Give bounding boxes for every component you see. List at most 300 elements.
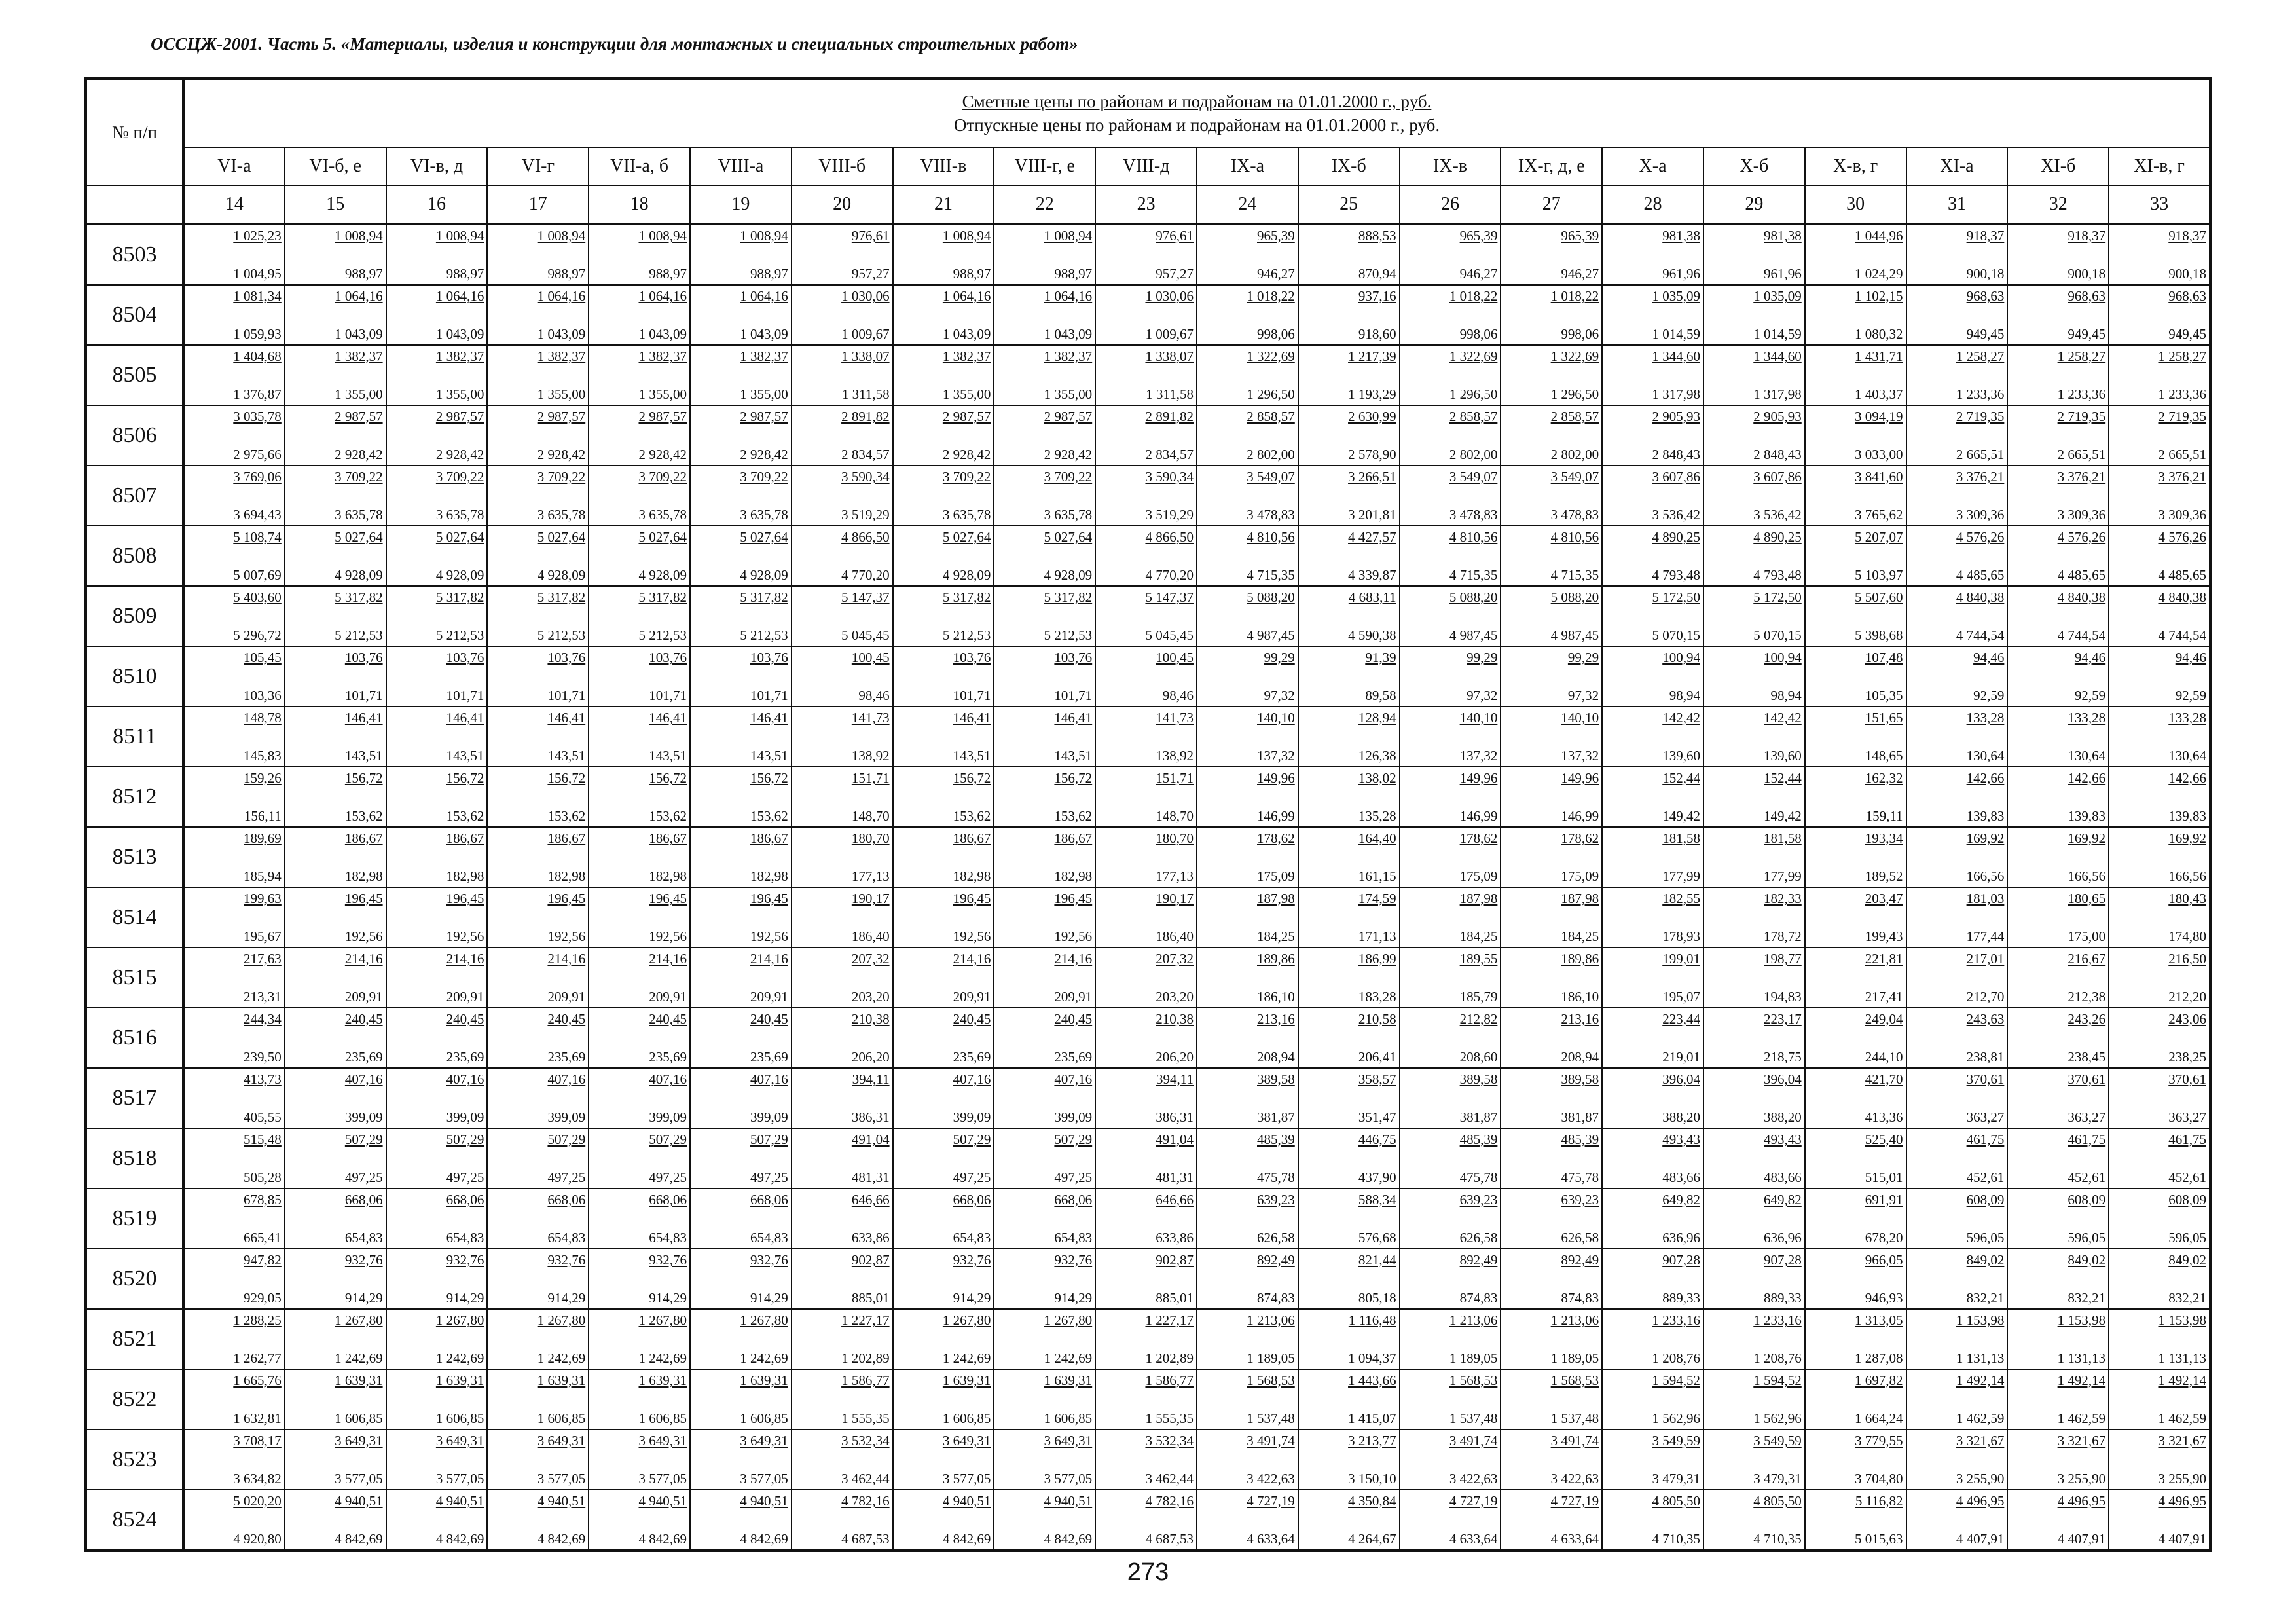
price-cell bbox=[1400, 586, 1501, 646]
price-cell bbox=[487, 586, 589, 646]
price-cell bbox=[1704, 1369, 1805, 1430]
price-cell bbox=[1602, 646, 1704, 707]
price-cell bbox=[2007, 1369, 2109, 1430]
price-cell bbox=[1906, 767, 2008, 827]
estimate-price: 485,39 bbox=[1459, 1132, 1498, 1147]
region-header: X-б bbox=[1704, 147, 1805, 185]
estimate-price: 1 639,31 bbox=[1044, 1373, 1093, 1388]
price-cell bbox=[487, 1490, 589, 1551]
release-price: 949,45 bbox=[2168, 326, 2206, 342]
release-price: 497,25 bbox=[1054, 1170, 1093, 1185]
release-price: 3 479,31 bbox=[1652, 1471, 1700, 1486]
release-price: 1 242,69 bbox=[740, 1350, 788, 1366]
table-row bbox=[86, 1369, 2210, 1430]
estimate-price: 142,42 bbox=[1764, 710, 1802, 726]
price-cell bbox=[487, 1249, 589, 1309]
release-price: 1 632,81 bbox=[233, 1411, 282, 1426]
release-price: 5 045,45 bbox=[841, 627, 890, 643]
estimate-price: 103,76 bbox=[446, 650, 484, 665]
release-price: 192,56 bbox=[547, 929, 586, 944]
price-cell bbox=[285, 224, 386, 285]
release-price: 235,69 bbox=[547, 1049, 586, 1065]
price-cell bbox=[2109, 526, 2210, 586]
release-price: 2 928,42 bbox=[335, 447, 383, 462]
release-price: 137,32 bbox=[1257, 748, 1295, 764]
estimate-price: 142,66 bbox=[2168, 770, 2206, 786]
release-price: 1 189,05 bbox=[1449, 1350, 1498, 1366]
estimate-price: 164,40 bbox=[1358, 830, 1396, 846]
price-cell bbox=[1197, 466, 1298, 526]
estimate-price: 3 532,34 bbox=[841, 1433, 890, 1449]
price-cell bbox=[1298, 224, 1400, 285]
price-cell bbox=[690, 285, 792, 345]
release-price: 497,25 bbox=[750, 1170, 788, 1185]
price-cell bbox=[1602, 586, 1704, 646]
estimate-price: 91,39 bbox=[1365, 650, 1396, 665]
price-cell bbox=[2109, 1128, 2210, 1189]
release-price: 153,62 bbox=[344, 808, 383, 824]
estimate-price: 133,28 bbox=[2068, 710, 2106, 726]
release-price: 505,28 bbox=[244, 1170, 282, 1185]
estimate-price: 151,65 bbox=[1865, 710, 1903, 726]
release-price: 153,62 bbox=[547, 808, 586, 824]
release-price: 1 193,29 bbox=[1348, 386, 1396, 402]
estimate-price: 639,23 bbox=[1561, 1192, 1599, 1208]
release-price: 192,56 bbox=[649, 929, 687, 944]
release-price: 3 634,82 bbox=[233, 1471, 282, 1486]
estimate-price: 4 810,56 bbox=[1550, 529, 1599, 545]
region-header: X-в, г bbox=[1805, 147, 1906, 185]
release-price: 209,91 bbox=[649, 989, 687, 1005]
price-cell bbox=[2109, 224, 2210, 285]
price-cell bbox=[386, 586, 488, 646]
price-cell bbox=[1501, 1430, 1602, 1490]
release-price: 4 485,65 bbox=[2057, 567, 2106, 583]
release-price: 399,09 bbox=[953, 1109, 991, 1125]
release-price: 182,98 bbox=[547, 868, 586, 884]
release-price: 1 415,07 bbox=[1348, 1411, 1396, 1426]
price-cell bbox=[792, 646, 893, 707]
price-cell bbox=[1805, 586, 1906, 646]
price-cell bbox=[1906, 1249, 2008, 1309]
estimate-price: 186,67 bbox=[1054, 830, 1093, 846]
estimate-price: 389,58 bbox=[1561, 1071, 1599, 1087]
price-cell bbox=[893, 646, 994, 707]
estimate-price: 2 858,57 bbox=[1247, 409, 1295, 424]
release-price: 5 212,53 bbox=[335, 627, 383, 643]
price-cell bbox=[994, 1490, 1095, 1551]
release-price: 900,18 bbox=[2068, 266, 2106, 282]
estimate-price: 608,09 bbox=[2168, 1192, 2206, 1208]
estimate-price: 186,67 bbox=[649, 830, 687, 846]
price-cell bbox=[1704, 707, 1805, 767]
release-price: 3 201,81 bbox=[1348, 507, 1396, 523]
release-price: 1 606,85 bbox=[435, 1411, 484, 1426]
release-price: 4 715,35 bbox=[1550, 567, 1599, 583]
row-id: 8514 bbox=[86, 887, 183, 948]
price-cell bbox=[487, 887, 589, 948]
price-cell bbox=[1704, 1430, 1805, 1490]
release-price: 1 233,36 bbox=[1956, 386, 2005, 402]
estimate-price: 1 639,31 bbox=[740, 1373, 788, 1388]
estimate-price: 3 590,34 bbox=[1145, 469, 1194, 485]
estimate-price: 1 018,22 bbox=[1550, 288, 1599, 304]
estimate-price: 1 382,37 bbox=[638, 348, 687, 364]
release-price: 1 555,35 bbox=[1145, 1411, 1194, 1426]
release-price: 4 407,91 bbox=[1956, 1531, 2005, 1547]
price-cell bbox=[792, 1490, 893, 1551]
estimate-price: 5 147,37 bbox=[841, 589, 890, 605]
price-cell bbox=[487, 1008, 589, 1068]
release-price: 832,21 bbox=[2068, 1290, 2106, 1306]
release-price: 481,31 bbox=[851, 1170, 890, 1185]
estimate-price: 199,63 bbox=[244, 891, 282, 906]
price-cell bbox=[1602, 948, 1704, 1008]
price-cell bbox=[994, 1369, 1095, 1430]
estimate-price: 965,39 bbox=[1561, 228, 1599, 244]
estimate-price: 146,41 bbox=[1054, 710, 1093, 726]
release-price: 5 007,69 bbox=[233, 567, 282, 583]
release-price: 4 928,09 bbox=[537, 567, 586, 583]
estimate-price: 3 321,67 bbox=[2057, 1433, 2106, 1449]
estimate-price: 1 322,69 bbox=[1550, 348, 1599, 364]
column-number: 17 bbox=[487, 185, 589, 224]
estimate-price: 1 064,16 bbox=[638, 288, 687, 304]
table-row bbox=[86, 1430, 2210, 1490]
region-header: XI-б bbox=[2007, 147, 2109, 185]
release-price: 1 355,00 bbox=[435, 386, 484, 402]
release-price: 4 687,53 bbox=[1145, 1531, 1194, 1547]
price-cell bbox=[1602, 285, 1704, 345]
release-price: 3 765,62 bbox=[1855, 507, 1903, 523]
release-price: 1 043,09 bbox=[335, 326, 383, 342]
estimate-price: 1 227,17 bbox=[1145, 1312, 1194, 1328]
estimate-price: 3 549,07 bbox=[1550, 469, 1599, 485]
price-cell bbox=[1298, 1249, 1400, 1309]
release-price: 139,83 bbox=[2068, 808, 2106, 824]
estimate-price: 966,05 bbox=[1865, 1252, 1903, 1268]
price-cell bbox=[2007, 405, 2109, 466]
release-price: 139,60 bbox=[1764, 748, 1802, 764]
release-price: 4 842,69 bbox=[740, 1531, 788, 1547]
price-cell bbox=[1400, 345, 1501, 405]
estimate-price: 1 018,22 bbox=[1247, 288, 1295, 304]
estimate-price: 3 841,60 bbox=[1855, 469, 1903, 485]
price-cell bbox=[386, 767, 488, 827]
price-cell bbox=[1095, 1189, 1197, 1249]
release-price: 101,71 bbox=[446, 688, 484, 703]
estimate-price: 446,75 bbox=[1358, 1132, 1396, 1147]
estimate-price: 2 987,57 bbox=[1044, 409, 1093, 424]
estimate-price: 128,94 bbox=[1358, 710, 1396, 726]
estimate-price: 207,32 bbox=[1156, 951, 1194, 967]
estimate-price: 187,98 bbox=[1459, 891, 1498, 906]
estimate-price: 981,38 bbox=[1662, 228, 1700, 244]
price-cell bbox=[1095, 526, 1197, 586]
release-price: 874,83 bbox=[1561, 1290, 1599, 1306]
price-cell bbox=[1095, 887, 1197, 948]
price-cell bbox=[792, 1309, 893, 1369]
release-price: 1 664,24 bbox=[1855, 1411, 1903, 1426]
estimate-price: 196,45 bbox=[750, 891, 788, 906]
release-price: 946,27 bbox=[1561, 266, 1599, 282]
estimate-price: 94,46 bbox=[2175, 650, 2206, 665]
estimate-price: 99,29 bbox=[1264, 650, 1295, 665]
estimate-price: 3 709,22 bbox=[638, 469, 687, 485]
price-cell bbox=[1197, 1008, 1298, 1068]
release-price: 217,41 bbox=[1865, 989, 1903, 1005]
estimate-price: 94,46 bbox=[1973, 650, 2005, 665]
estimate-price: 2 719,35 bbox=[1956, 409, 2005, 424]
release-price: 3 635,78 bbox=[435, 507, 484, 523]
release-price: 1 009,67 bbox=[841, 326, 890, 342]
price-cell bbox=[1400, 1369, 1501, 1430]
release-price: 149,42 bbox=[1764, 808, 1802, 824]
table-row bbox=[86, 526, 2210, 586]
price-cell bbox=[1095, 1008, 1197, 1068]
price-cell bbox=[1501, 767, 1602, 827]
release-price: 596,05 bbox=[1966, 1230, 2005, 1246]
estimate-price: 217,63 bbox=[244, 951, 282, 967]
estimate-price: 99,29 bbox=[1467, 650, 1498, 665]
release-price: 1 189,05 bbox=[1247, 1350, 1295, 1366]
price-cell bbox=[183, 1369, 285, 1430]
price-cell bbox=[2109, 345, 2210, 405]
release-price: 5 015,63 bbox=[1855, 1531, 1903, 1547]
price-cell bbox=[690, 767, 792, 827]
price-cell bbox=[589, 948, 690, 1008]
row-id: 8507 bbox=[86, 466, 183, 526]
price-cell bbox=[1602, 405, 1704, 466]
price-cell bbox=[183, 345, 285, 405]
estimate-price: 210,38 bbox=[851, 1011, 890, 1027]
estimate-price: 186,67 bbox=[547, 830, 586, 846]
estimate-price: 1 382,37 bbox=[435, 348, 484, 364]
price-cell bbox=[994, 285, 1095, 345]
price-cell bbox=[589, 1490, 690, 1551]
price-cell bbox=[893, 1128, 994, 1189]
release-price: 5 212,53 bbox=[537, 627, 586, 643]
release-price: 2 848,43 bbox=[1753, 447, 1802, 462]
release-price: 805,18 bbox=[1358, 1290, 1396, 1306]
table-row bbox=[86, 1309, 2210, 1369]
price-cell bbox=[589, 586, 690, 646]
estimate-price: 159,26 bbox=[244, 770, 282, 786]
release-price: 497,25 bbox=[344, 1170, 383, 1185]
release-price: 1 355,00 bbox=[335, 386, 383, 402]
estimate-price: 4 496,95 bbox=[2057, 1493, 2106, 1509]
release-price: 1 208,76 bbox=[1652, 1350, 1700, 1366]
release-price: 3 422,63 bbox=[1247, 1471, 1295, 1486]
release-price: 452,61 bbox=[2168, 1170, 2206, 1185]
release-price: 1 242,69 bbox=[1044, 1350, 1093, 1366]
release-price: 209,91 bbox=[446, 989, 484, 1005]
release-price: 235,69 bbox=[649, 1049, 687, 1065]
release-price: 1 317,98 bbox=[1753, 386, 1802, 402]
estimate-price: 608,09 bbox=[2068, 1192, 2106, 1208]
price-cell bbox=[1501, 1490, 1602, 1551]
estimate-price: 1 102,15 bbox=[1855, 288, 1903, 304]
price-cell bbox=[994, 1430, 1095, 1490]
release-price: 89,58 bbox=[1365, 688, 1396, 703]
release-price: 914,29 bbox=[446, 1290, 484, 1306]
release-price: 235,69 bbox=[953, 1049, 991, 1065]
release-price: 3 635,78 bbox=[942, 507, 991, 523]
price-cell bbox=[2007, 767, 2109, 827]
estimate-price: 1 233,16 bbox=[1652, 1312, 1700, 1328]
estimate-price: 4 805,50 bbox=[1753, 1493, 1802, 1509]
release-price: 2 665,51 bbox=[1956, 447, 2005, 462]
region-header: XI-а bbox=[1906, 147, 2008, 185]
estimate-price: 5 317,82 bbox=[537, 589, 586, 605]
release-price: 1 562,96 bbox=[1753, 1411, 1802, 1426]
price-cell bbox=[2007, 827, 2109, 887]
price-cell bbox=[285, 1309, 386, 1369]
price-cell bbox=[2007, 1490, 2109, 1551]
price-cell bbox=[1501, 466, 1602, 526]
price-cell bbox=[285, 1128, 386, 1189]
price-cell bbox=[994, 466, 1095, 526]
release-price: 2 802,00 bbox=[1449, 447, 1498, 462]
release-price: 2 975,66 bbox=[233, 447, 282, 462]
estimate-price: 3 213,77 bbox=[1348, 1433, 1396, 1449]
price-cell bbox=[1501, 345, 1602, 405]
estimate-price: 240,45 bbox=[750, 1011, 788, 1027]
estimate-price: 3 709,22 bbox=[335, 469, 383, 485]
release-price: 626,58 bbox=[1257, 1230, 1295, 1246]
estimate-price: 186,67 bbox=[446, 830, 484, 846]
price-cell bbox=[1095, 586, 1197, 646]
release-price: 1 462,59 bbox=[2158, 1411, 2206, 1426]
release-price: 135,28 bbox=[1358, 808, 1396, 824]
estimate-price: 5 317,82 bbox=[1044, 589, 1093, 605]
estimate-price: 1 064,16 bbox=[740, 288, 788, 304]
release-price: 4 590,38 bbox=[1348, 627, 1396, 643]
price-cell bbox=[893, 224, 994, 285]
release-price: 2 834,57 bbox=[841, 447, 890, 462]
row-id: 8510 bbox=[86, 646, 183, 707]
column-number: 26 bbox=[1400, 185, 1501, 224]
estimate-price: 5 403,60 bbox=[233, 589, 282, 605]
price-cell bbox=[2109, 948, 2210, 1008]
estimate-price: 186,67 bbox=[953, 830, 991, 846]
release-price: 184,25 bbox=[1257, 929, 1295, 944]
estimate-price: 133,28 bbox=[2168, 710, 2206, 726]
release-price: 1 606,85 bbox=[942, 1411, 991, 1426]
price-cell bbox=[1906, 948, 2008, 1008]
price-cell bbox=[690, 1490, 792, 1551]
estimate-price: 146,41 bbox=[446, 710, 484, 726]
price-cell bbox=[1704, 224, 1805, 285]
release-price: 1 606,85 bbox=[740, 1411, 788, 1426]
estimate-price: 142,42 bbox=[1662, 710, 1700, 726]
release-price: 1 355,00 bbox=[1044, 386, 1093, 402]
estimate-price: 407,16 bbox=[953, 1071, 991, 1087]
price-cell bbox=[1602, 1068, 1704, 1128]
price-cell bbox=[589, 1249, 690, 1309]
price-cell bbox=[183, 285, 285, 345]
price-cell bbox=[2109, 1309, 2210, 1369]
price-cell bbox=[285, 1249, 386, 1309]
price-cell bbox=[183, 707, 285, 767]
release-price: 235,69 bbox=[446, 1049, 484, 1065]
price-cell bbox=[792, 1008, 893, 1068]
price-cell bbox=[994, 526, 1095, 586]
estimate-price: 1 267,80 bbox=[942, 1312, 991, 1328]
price-cell bbox=[994, 887, 1095, 948]
price-cell bbox=[1298, 767, 1400, 827]
estimate-price: 196,45 bbox=[547, 891, 586, 906]
estimate-price: 216,67 bbox=[2068, 951, 2106, 967]
release-price: 654,83 bbox=[1054, 1230, 1093, 1246]
region-header: VIII-в bbox=[893, 147, 994, 185]
estimate-price: 140,10 bbox=[1459, 710, 1498, 726]
price-cell bbox=[487, 1068, 589, 1128]
release-price: 208,60 bbox=[1459, 1049, 1498, 1065]
price-cell bbox=[1501, 224, 1602, 285]
price-cell bbox=[183, 405, 285, 466]
price-cell bbox=[1197, 767, 1298, 827]
price-cell bbox=[994, 1309, 1095, 1369]
table-row bbox=[86, 1008, 2210, 1068]
estimate-price: 186,99 bbox=[1358, 951, 1396, 967]
price-cell bbox=[487, 948, 589, 1008]
estimate-price: 174,59 bbox=[1358, 891, 1396, 906]
estimate-price: 207,32 bbox=[851, 951, 890, 967]
release-price: 143,51 bbox=[649, 748, 687, 764]
price-cell bbox=[1197, 1309, 1298, 1369]
release-price: 3 577,05 bbox=[1044, 1471, 1093, 1486]
price-cell bbox=[285, 707, 386, 767]
price-cell bbox=[893, 405, 994, 466]
release-price: 2 928,42 bbox=[537, 447, 586, 462]
estimate-price: 3 532,34 bbox=[1145, 1433, 1194, 1449]
estimate-price: 156,72 bbox=[1054, 770, 1093, 786]
estimate-price: 4 840,38 bbox=[2158, 589, 2206, 605]
estimate-price: 149,96 bbox=[1561, 770, 1599, 786]
estimate-price: 3 708,17 bbox=[233, 1433, 282, 1449]
price-cell bbox=[1906, 224, 2008, 285]
row-id: 8512 bbox=[86, 767, 183, 827]
release-price: 5 070,15 bbox=[1652, 627, 1700, 643]
estimate-price: 180,70 bbox=[851, 830, 890, 846]
estimate-price: 240,45 bbox=[547, 1011, 586, 1027]
estimate-price: 142,66 bbox=[1966, 770, 2005, 786]
price-cell bbox=[386, 646, 488, 707]
release-price: 1 355,00 bbox=[942, 386, 991, 402]
price-cell bbox=[285, 1068, 386, 1128]
release-price: 209,91 bbox=[953, 989, 991, 1005]
row-id: 8505 bbox=[86, 345, 183, 405]
price-cell bbox=[1906, 586, 2008, 646]
estimate-price: 1 025,23 bbox=[233, 228, 282, 244]
price-cell bbox=[690, 224, 792, 285]
price-cell bbox=[2109, 1068, 2210, 1128]
price-cell bbox=[1602, 1128, 1704, 1189]
estimate-price: 649,82 bbox=[1662, 1192, 1700, 1208]
release-price: 386,31 bbox=[851, 1109, 890, 1125]
price-cell bbox=[183, 1008, 285, 1068]
release-price: 175,09 bbox=[1459, 868, 1498, 884]
estimate-price: 407,16 bbox=[446, 1071, 484, 1087]
estimate-price: 5 020,20 bbox=[233, 1493, 282, 1509]
region-header: VIII-г, е bbox=[994, 147, 1095, 185]
price-cell bbox=[2109, 707, 2210, 767]
price-cell bbox=[1602, 526, 1704, 586]
release-price: 177,13 bbox=[851, 868, 890, 884]
estimate-price: 902,87 bbox=[851, 1252, 890, 1268]
price-cell bbox=[1906, 1189, 2008, 1249]
